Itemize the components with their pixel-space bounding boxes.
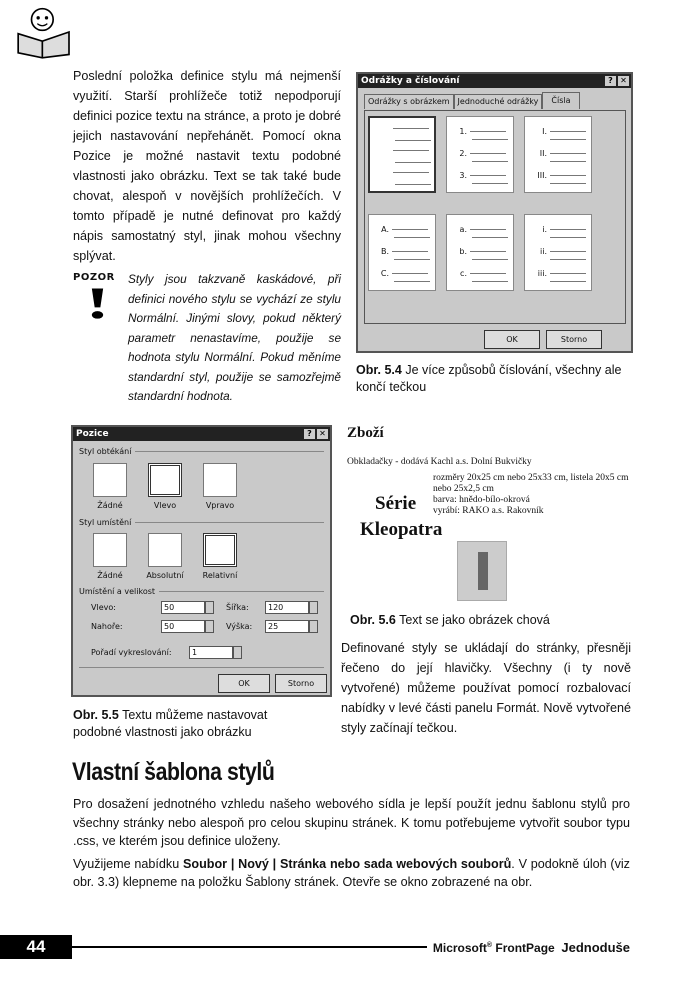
line (394, 259, 430, 260)
close-icon[interactable]: ✕ (618, 76, 629, 86)
list-item (377, 269, 428, 278)
figure-5-4-caption (356, 362, 636, 396)
line (550, 131, 586, 132)
close-icon[interactable]: ✕ (317, 429, 328, 439)
line (550, 237, 586, 238)
left-input[interactable]: 50 (161, 601, 205, 614)
marker: iii. (537, 269, 547, 278)
line (394, 281, 430, 282)
marker: A. (381, 225, 389, 234)
tab-plain-bullets[interactable]: Jednoduché odrážky (454, 94, 543, 109)
position-relative-label: Relativní (202, 571, 238, 580)
series-name: Kleopatra (360, 519, 443, 540)
figure-5-6-caption (350, 612, 630, 629)
pozor-note-block (73, 270, 341, 411)
line (393, 128, 429, 129)
line (470, 175, 506, 176)
marker: C. (380, 269, 389, 278)
line (550, 251, 586, 252)
marker: c. (460, 269, 467, 278)
left-label: Vlevo: (91, 603, 116, 612)
line (472, 161, 508, 162)
line (470, 229, 506, 230)
position-none-option[interactable] (93, 533, 127, 567)
spec-color: barva: hnědo-bílo-okrová (433, 495, 530, 505)
marker: II. (539, 149, 547, 158)
numbering-style-option[interactable] (368, 116, 436, 193)
line (395, 140, 431, 141)
wrap-none-option[interactable] (93, 463, 127, 497)
line (550, 139, 586, 140)
position-relative-option[interactable] (203, 533, 237, 567)
position-size-group: Umístění a velikost (79, 587, 156, 596)
cancel-button[interactable]: Storno (275, 674, 327, 693)
line (550, 273, 586, 274)
numbering-style-option[interactable] (524, 116, 592, 193)
list-item (378, 172, 429, 173)
list-item (535, 127, 586, 136)
height-label: Výška: (226, 622, 253, 631)
line (550, 161, 586, 162)
wrap-left-label: Vlevo (153, 501, 177, 510)
line (472, 281, 508, 282)
product: Microsoft (432, 941, 487, 955)
width-label: Šířka: (226, 603, 249, 612)
list-item (455, 247, 506, 256)
line (472, 259, 508, 260)
position-absolute-option[interactable] (148, 533, 182, 567)
height-input[interactable]: 25 (265, 620, 309, 633)
line (550, 175, 586, 176)
z-order-spinner[interactable] (233, 646, 242, 659)
tab-numbers[interactable]: Čísla (542, 92, 579, 109)
line (395, 184, 431, 185)
marker: 3. (459, 171, 467, 180)
preview-specs (433, 473, 629, 517)
template-paragraph: Pro dosažení jednotného vzhledu našeho webového sídla je lepší použít jednu šablonu stylů pro všechny stránky nebo alespoň pro celou skupinu stránek. K tomu potřebujeme vytvořit soubor typu .css, ve kterém jsou definice uloženy. (73, 797, 630, 848)
line (472, 237, 508, 238)
template-section (73, 795, 630, 896)
line (470, 153, 506, 154)
wrap-style-group: Styl obtékání (79, 447, 132, 456)
list-item (455, 269, 506, 278)
section-heading: Vlastní šablona stylů (72, 758, 275, 786)
preview-line: Obkladačky - dodává Kachl a.s. Dolní Bukvičky (347, 457, 532, 467)
pozor-note: Styly jsou takzvaně kaskádové, při definici nového stylu se vychází ze stylu Normální. Jinými slovy, pokud některý parametr nenastavíme, použije se hodnota stylu Normální. Pokud měníme standardní styl, použije se samozřejmě standardní hodnota. (128, 272, 341, 403)
numbering-style-option[interactable] (446, 116, 514, 193)
footer-book-title (427, 940, 630, 955)
line (550, 259, 586, 260)
dialog-title: Odrážky a číslování (361, 76, 460, 86)
list-item (378, 150, 429, 151)
list-item (535, 225, 586, 234)
z-order-label: Pořadí vykreslování: (91, 648, 172, 657)
cancel-button[interactable]: Storno (546, 330, 602, 349)
wrap-right-label: Vpravo (205, 501, 235, 510)
height-spinner[interactable] (309, 620, 318, 633)
line (392, 273, 428, 274)
page-number: 44 (0, 935, 72, 959)
line (392, 251, 428, 252)
series-label: Série (375, 493, 417, 514)
caption-number: Obr. 5.6 (350, 613, 396, 627)
z-order-input[interactable]: 1 (189, 646, 233, 659)
wrap-right-option[interactable] (203, 463, 237, 497)
help-icon[interactable]: ? (304, 429, 315, 439)
list-item (535, 171, 586, 180)
top-input[interactable]: 50 (161, 620, 205, 633)
line (395, 162, 431, 163)
menu-path: Soubor | Nový | Stránka nebo sada webových souborů (182, 856, 512, 871)
width-input[interactable]: 120 (265, 601, 309, 614)
line (394, 237, 430, 238)
line (550, 281, 586, 282)
marker: b. (459, 247, 467, 256)
registered-mark: ® (486, 942, 493, 949)
wrap-left-option[interactable] (148, 463, 182, 497)
top-label: Nahoře: (91, 622, 123, 631)
numbering-style-option[interactable] (446, 214, 514, 291)
line (393, 172, 429, 173)
tab-picture-bullets[interactable]: Odrážky s obrázkem (364, 94, 454, 109)
list-item (377, 225, 428, 234)
list-item (535, 247, 586, 256)
caption-text: Text se jako obrázek chová (395, 613, 550, 627)
spec-size: rozměry 20x25 cm nebo 25x33 cm, listela 20x5 cm (433, 473, 629, 483)
list-item (377, 247, 428, 256)
line (470, 251, 506, 252)
spec-size-alt: nebo 25x2,5 cm (433, 484, 494, 494)
text: . V podokně úloh (viz obr. 3.3) klepneme na položku Šablony stránek. Otevře se okno zobrazené na obr. (73, 856, 630, 889)
line (470, 131, 506, 132)
line (392, 229, 428, 230)
caption-number: Obr. 5.5 (73, 708, 119, 722)
marker: 2. (459, 149, 467, 158)
dialog-title: Pozice (76, 429, 109, 439)
line (393, 150, 429, 151)
width-spinner[interactable] (309, 601, 318, 614)
line (550, 153, 586, 154)
spec-maker: vyrábí: RAKO a.s. Rakovník (433, 506, 544, 516)
top-spinner[interactable] (205, 620, 214, 633)
intro-paragraph: Poslední položka definice stylu má nejmenší využití. Starší prohlížeče totiž nepodporují definici pozice textu na stránce, a proto je dobré jejich nastavování nepřehánět. Pomocí okna Pozice je možné nastavit textu podobné vlastnosti jako obrázku. Text se tak také bude chovat, alespoň v novějších prohlížečích. V tomto případě je nutné definovat pro každý nápis samostatný styl, jinak mohou všechny splývat. (73, 69, 341, 263)
text: Využijeme nabídku (73, 856, 183, 871)
caption-text: Je více způsobů číslování, všechny ale končí tečkou (356, 363, 622, 394)
marker: B. (380, 247, 389, 256)
list-item (535, 149, 586, 158)
menu-paragraph (73, 855, 630, 892)
list-item (455, 225, 506, 234)
tile-image (457, 541, 507, 601)
pozor-label: POZOR (73, 272, 115, 283)
caption-text: Textu můžeme nastavovat podobné vlastnosti jako obrázku (73, 708, 268, 739)
numbering-style-option[interactable] (524, 214, 592, 291)
caption-number: Obr. 5.4 (356, 363, 402, 377)
list-item (378, 128, 429, 129)
position-absolute-label: Absolutní (146, 571, 184, 580)
marker: ii. (540, 247, 547, 256)
line (550, 183, 586, 184)
numbering-style-option[interactable] (368, 214, 436, 291)
position-none-label: Žádné (97, 571, 123, 580)
product: FrontPage (492, 941, 555, 955)
styles-paragraph: Definované styly se ukládají do stránky, přesněji řečeno do její hlavičky. Všechny (i ty nově vytvořené) můžeme používat pomocí rozbalovací nabídky v levé části panelu Formát. Nově vytvořené styly začínají tečkou. (341, 641, 631, 735)
position-dialog (71, 425, 332, 697)
reader-mascot-icon (14, 2, 74, 62)
ok-button[interactable]: OK (484, 330, 540, 349)
line (472, 183, 508, 184)
figure-5-5-caption (73, 707, 313, 741)
preview-heading: Zboží (347, 425, 384, 441)
marker: 1. (459, 127, 467, 136)
bullets-numbering-dialog (356, 72, 633, 353)
pozor-warning-icon (73, 270, 122, 324)
left-spinner[interactable] (205, 601, 214, 614)
list-item (455, 127, 506, 136)
intro-column (73, 66, 341, 411)
list-item (455, 171, 506, 180)
position-style-group: Styl umístění (79, 518, 132, 527)
series-name: Jednoduše (561, 940, 630, 955)
styled-page-preview (345, 425, 640, 603)
help-icon[interactable]: ? (605, 76, 616, 86)
line (470, 273, 506, 274)
ok-button[interactable]: OK (218, 674, 270, 693)
wrap-none-label: Žádné (97, 501, 123, 510)
marker: I. (542, 127, 547, 136)
list-item (535, 269, 586, 278)
marker: i. (542, 225, 547, 234)
marker: III. (537, 171, 547, 180)
list-item (455, 149, 506, 158)
line (472, 139, 508, 140)
line (550, 229, 586, 230)
marker: a. (459, 225, 467, 234)
